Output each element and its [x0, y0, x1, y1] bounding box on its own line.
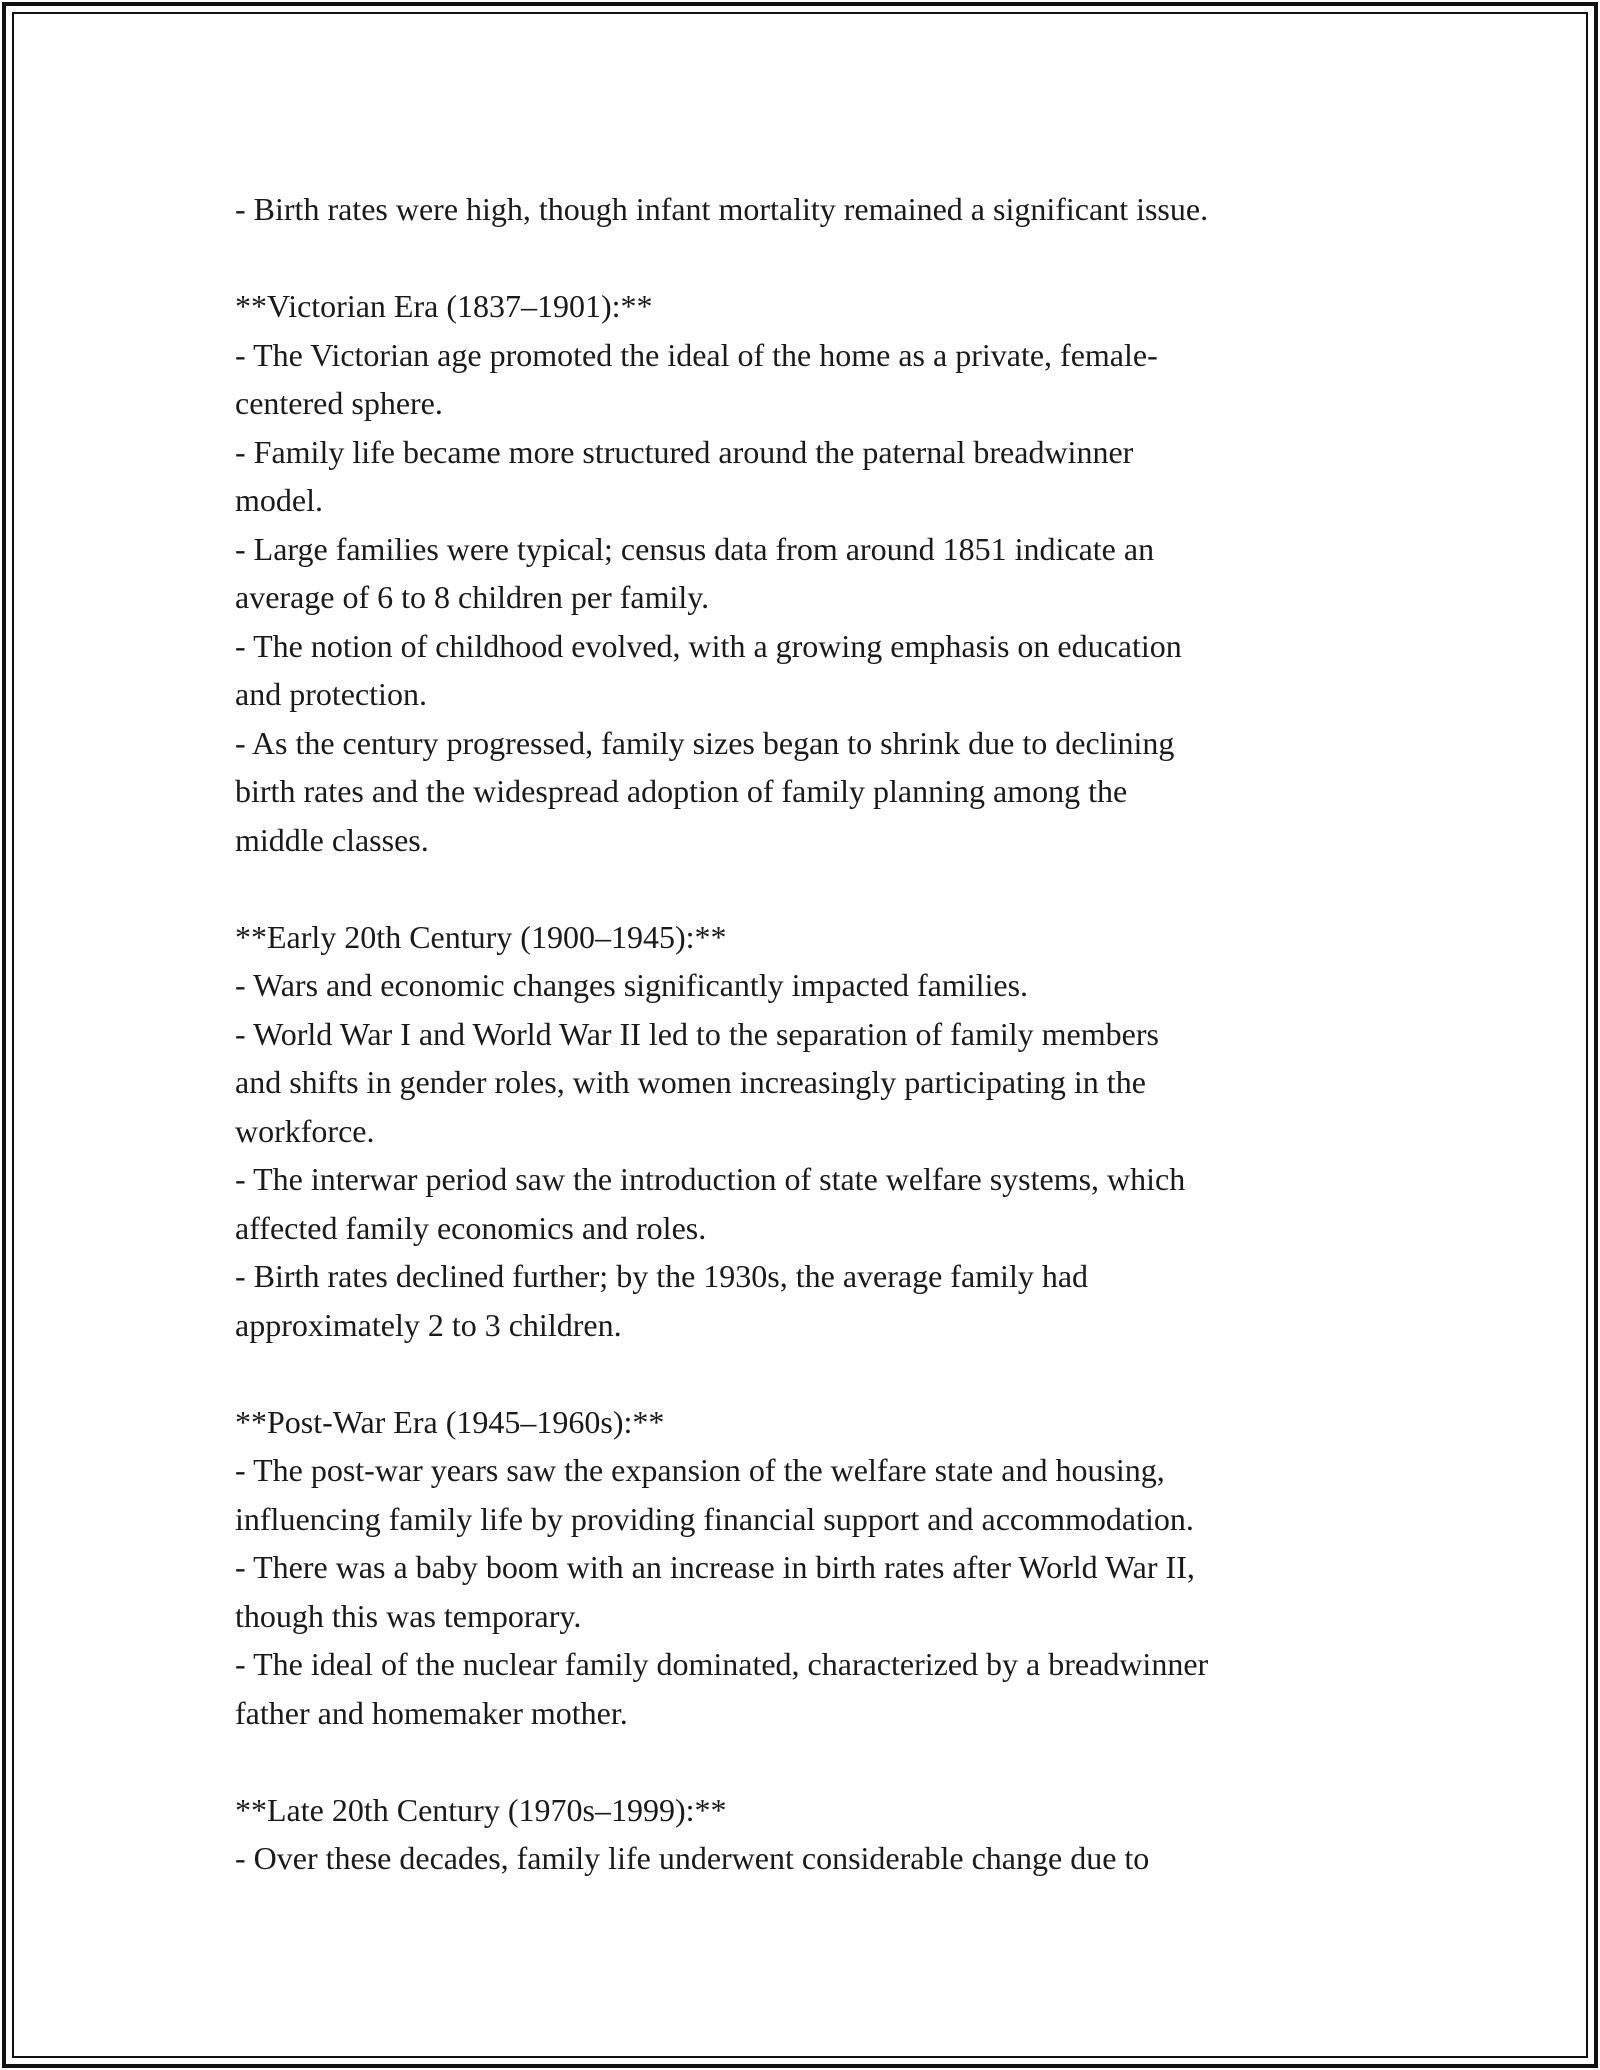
text-line: centered sphere. — [235, 385, 443, 421]
text-line: though this was temporary. — [235, 1597, 582, 1634]
text-line: father and homemaker mother. — [235, 1694, 628, 1731]
text-line: - Large families were typical; census data from around 1851 indicate an — [235, 530, 1155, 567]
text-line: - World War I and World War II led to the separation of family members — [235, 1015, 1159, 1052]
text-line: - The ideal of the nuclear family dominated, characterized by a breadwinner — [235, 1646, 1209, 1682]
text-line: - Birth rates declined further; by the 1930s, the average family had — [235, 1258, 1089, 1294]
text-line: approximately 2 to 3 children. — [235, 1306, 622, 1343]
text-line: - Birth rates were high, though infant mortality remained a significant issue. — [235, 191, 1209, 227]
text-line: - The notion of childhood evolved, with a growing emphasis on education — [235, 627, 1182, 664]
text-line: workforce. — [235, 1112, 375, 1149]
text-line: middle classes. — [235, 821, 429, 858]
document-body — [235, 185, 1375, 1883]
text-line: - Family life became more structured around the paternal breadwinner — [235, 433, 1134, 470]
blank-line — [235, 1349, 1375, 1398]
text-line: affected family economics and roles. — [235, 1209, 707, 1246]
section-heading-early-20th-century: **Early 20th Century (1900–1945):** — [235, 918, 727, 955]
section-heading-late-20th-century: **Late 20th Century (1970s–1999):** — [235, 1791, 727, 1828]
text-line: and protection. — [235, 676, 427, 712]
section-heading-post-war-era: **Post-War Era (1945–1960s):** — [235, 1403, 665, 1440]
text-line: influencing family life by providing financial support and accommodation. — [235, 1500, 1194, 1537]
blank-line — [235, 1737, 1375, 1786]
text-line: - The Victorian age promoted the ideal of the home as a private, female- — [235, 336, 1158, 373]
text-line: - The post-war years saw the expansion of the welfare state and housing, — [235, 1452, 1165, 1488]
text-line: - There was a baby boom with an increase in birth rates after World War II, — [235, 1549, 1195, 1585]
blank-line — [235, 864, 1375, 913]
section-heading-victorian-era: **Victorian Era (1837–1901):** — [235, 288, 653, 324]
text-line: - Wars and economic changes significantly impacted families. — [235, 967, 1029, 1003]
text-line: birth rates and the widespread adoption of family planning among the — [235, 773, 1128, 809]
text-line: - As the century progressed, family sizes began to shrink due to declining — [235, 724, 1175, 761]
text-line: and shifts in gender roles, with women increasingly participating in the — [235, 1064, 1146, 1100]
text-line: - Over these decades, family life underwent considerable change due to — [235, 1840, 1150, 1876]
text-line: average of 6 to 8 children per family. — [235, 579, 710, 615]
blank-line — [235, 234, 1375, 283]
text-line: model. — [235, 482, 323, 518]
text-line: - The interwar period saw the introduction of state welfare systems, which — [235, 1161, 1186, 1197]
